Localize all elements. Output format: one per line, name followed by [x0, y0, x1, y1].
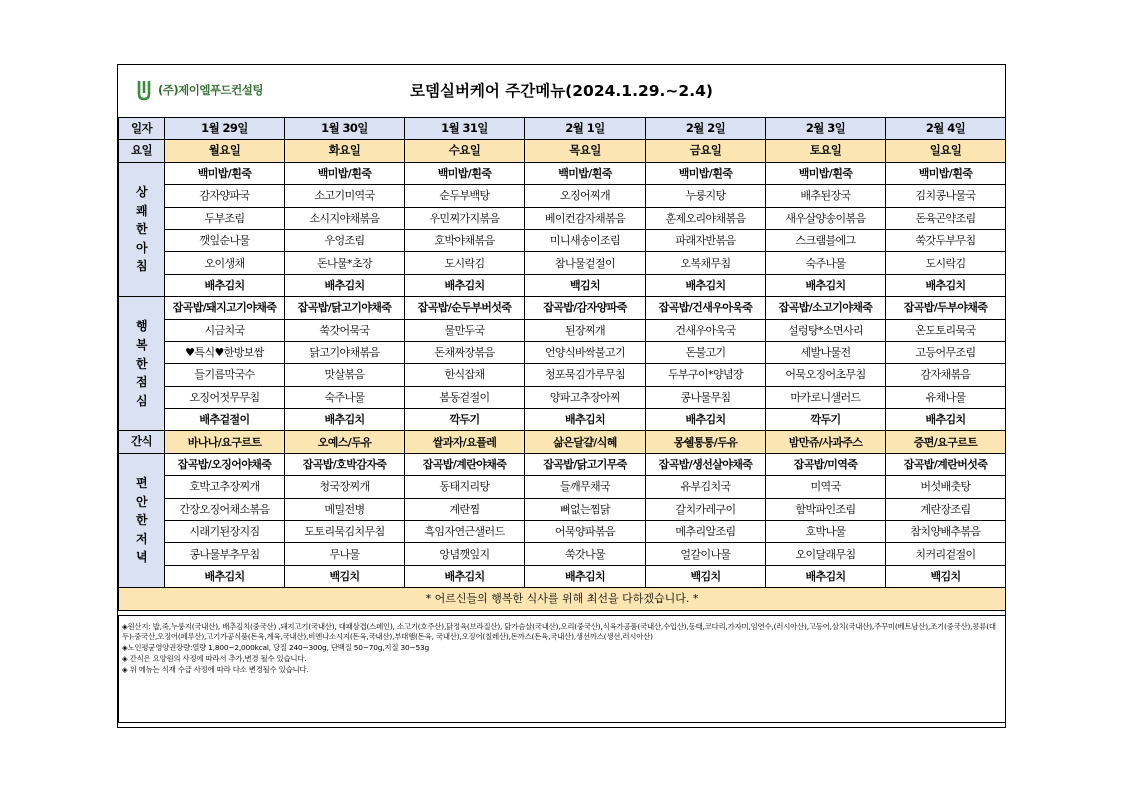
snack-item: 밤만쥬/사과주스: [766, 431, 886, 453]
menu-item: 어묵양파볶음: [525, 521, 646, 543]
menu-item: 미니새송이조림: [525, 229, 646, 251]
menu-item: 배추김치: [766, 274, 886, 296]
menu-item: 백김치: [886, 565, 1006, 587]
menu-item: 봄동겉절이: [405, 386, 525, 408]
menu-item: 돈육곤약조림: [886, 207, 1006, 229]
menu-item: 배추김치: [165, 274, 285, 296]
date-label: 일자: [119, 118, 165, 140]
notes: [119, 615, 1006, 722]
menu-item: 된장찌개: [525, 319, 646, 341]
menu-item: 오징어젓무무침: [165, 386, 285, 408]
dinner-row: [119, 498, 1006, 520]
menu-item: 들기름막국수: [165, 364, 285, 386]
menu-item: 감자채볶음: [886, 364, 1006, 386]
note-line: ◈ 위 메뉴는 식재 수급 사정에 따라 다소 변경될수 있습니다.: [122, 664, 309, 674]
header: [118, 65, 1005, 118]
menu-item: 돈나물*초장: [285, 252, 405, 274]
menu-item: 김치콩나물국: [886, 185, 1006, 207]
menu-item: 미역국: [766, 476, 886, 498]
menu-item: 잡곡밥/오징어야채죽: [165, 453, 285, 475]
menu-item: 유채나물: [886, 386, 1006, 408]
date-cell: 2월 2일: [646, 118, 766, 140]
menu-item: 배추김치: [646, 409, 766, 431]
menu-item: 배추된장국: [766, 185, 886, 207]
menu-item: 배추김치: [405, 565, 525, 587]
menu-item: 쑥갓나물: [525, 543, 646, 565]
menu-item: 마카로니샐러드: [766, 386, 886, 408]
menu-item: 콩나물무침: [646, 386, 766, 408]
menu-item: 감자양파국: [165, 185, 285, 207]
slogan-row: [119, 588, 1006, 610]
lunch-row: [119, 364, 1006, 386]
menu-item: 도시락김: [886, 252, 1006, 274]
day-cell: 월요일: [165, 140, 285, 162]
day-label: 요일: [119, 140, 165, 162]
day-cell: 화요일: [285, 140, 405, 162]
menu-item: 물만두국: [405, 319, 525, 341]
breakfast-row: [119, 252, 1006, 274]
menu-item: 배추김치: [886, 274, 1006, 296]
menu-item: 잡곡밥/계란버섯죽: [886, 453, 1006, 475]
menu-item: 호박나물: [766, 521, 886, 543]
snack-label: 간식: [119, 431, 165, 453]
menu-item: 메밀전병: [285, 498, 405, 520]
day-cell: 일요일: [886, 140, 1006, 162]
menu-item: 잡곡밥/계란야채죽: [405, 453, 525, 475]
menu-item: 들깨무채국: [525, 476, 646, 498]
menu-item: 온도토리묵국: [886, 319, 1006, 341]
menu-item: 고등어무조림: [886, 341, 1006, 363]
snack-row: [119, 431, 1006, 453]
snack-item: 몽쉘통통/두유: [646, 431, 766, 453]
menu-item: 오이생채: [165, 252, 285, 274]
menu-item: 스크램블에그: [766, 229, 886, 251]
menu-item: 백미밥/흰죽: [646, 162, 766, 184]
menu-item: 양파고추장아찌: [525, 386, 646, 408]
menu-item: ♥특식♥한방보쌈: [165, 341, 285, 363]
menu-item: 잡곡밥/닭고기무죽: [525, 453, 646, 475]
menu-item: 잡곡밥/닭고기야채죽: [285, 297, 405, 319]
snack-item: 쌀과자/요플레: [405, 431, 525, 453]
menu-item: 백미밥/흰죽: [766, 162, 886, 184]
menu-item: 호박고추장찌개: [165, 476, 285, 498]
day-cell: 금요일: [646, 140, 766, 162]
menu-item: 쑥갓어묵국: [285, 319, 405, 341]
date-row: [119, 118, 1006, 140]
dinner-label: 편 안 한 저 녁: [119, 453, 165, 587]
day-cell: 토요일: [766, 140, 886, 162]
menu-item: 백미밥/흰죽: [886, 162, 1006, 184]
menu-item: 흑임자연근샐러드: [405, 521, 525, 543]
menu-item: 도시락김: [405, 252, 525, 274]
menu-item: 콩나물부추무침: [165, 543, 285, 565]
lunch-row: [119, 319, 1006, 341]
menu-item: 배추김치: [405, 274, 525, 296]
menu-item: 순두부백탕: [405, 185, 525, 207]
menu-item: 치커리겉절이: [886, 543, 1006, 565]
menu-item: 잡곡밥/순두부버섯죽: [405, 297, 525, 319]
menu-item: 시금치국: [165, 319, 285, 341]
menu-item: 호박야채볶음: [405, 229, 525, 251]
note-line: ◈ 간식은 요양원의 사정에 따라서 추가,변경 될수 있습니다.: [122, 653, 307, 663]
menu-item: 계란장조림: [886, 498, 1006, 520]
menu-item: 배추김치: [646, 274, 766, 296]
menu-item: 우민찌가지볶음: [405, 207, 525, 229]
menu-item: 무나물: [285, 543, 405, 565]
menu-item: 백미밥/흰죽: [285, 162, 405, 184]
breakfast-label: 상 쾌 한 아 침: [119, 162, 165, 296]
menu-item: 세발나물전: [766, 341, 886, 363]
snack-item: 바나나/요구르트: [165, 431, 285, 453]
menu-item: 잡곡밥/호박감자죽: [285, 453, 405, 475]
menu-item: 백김치: [646, 565, 766, 587]
menu-item: 어묵오징어초무침: [766, 364, 886, 386]
menu-item: 돈채짜장볶음: [405, 341, 525, 363]
menu-item: 청국장찌개: [285, 476, 405, 498]
menu-item: 백미밥/흰죽: [525, 162, 646, 184]
menu-item: 배추김치: [766, 565, 886, 587]
menu-item: 참나물겉절이: [525, 252, 646, 274]
menu-item: 배추김치: [285, 274, 405, 296]
menu-item: 두부조림: [165, 207, 285, 229]
breakfast-row: [119, 229, 1006, 251]
menu-item: 뼈없는찜닭: [525, 498, 646, 520]
notes-row: [119, 615, 1006, 722]
menu-item: 숙주나물: [285, 386, 405, 408]
day-row: [119, 140, 1006, 162]
menu-item: 백김치: [285, 565, 405, 587]
menu-sheet: [117, 64, 1006, 728]
menu-item: 소고기미역국: [285, 185, 405, 207]
menu-item: 잡곡밥/돼지고기야채죽: [165, 297, 285, 319]
menu-item: 깍두기: [405, 409, 525, 431]
weekly-menu-table: [118, 117, 1006, 723]
menu-item: 시래기된장지짐: [165, 521, 285, 543]
menu-item: 배추김치: [165, 565, 285, 587]
lunch-row: [119, 297, 1006, 319]
menu-item: 파래자반볶음: [646, 229, 766, 251]
menu-item: 잡곡밥/두부야채죽: [886, 297, 1006, 319]
breakfast-row: [119, 207, 1006, 229]
menu-item: 언양식바싹불고기: [525, 341, 646, 363]
date-cell: 1월 29일: [165, 118, 285, 140]
menu-item: 깻잎순나물: [165, 229, 285, 251]
menu-item: 오이달래무침: [766, 543, 886, 565]
date-cell: 1월 30일: [285, 118, 405, 140]
date-cell: 2월 3일: [766, 118, 886, 140]
menu-item: 갈치카레구이: [646, 498, 766, 520]
menu-item: 함박파인조림: [766, 498, 886, 520]
menu-item: 배추겉절이: [165, 409, 285, 431]
menu-item: 계란찜: [405, 498, 525, 520]
menu-item: 한식잡채: [405, 364, 525, 386]
menu-item: 잡곡밥/감자양파죽: [525, 297, 646, 319]
menu-item: 백미밥/흰죽: [405, 162, 525, 184]
menu-item: 유부김치국: [646, 476, 766, 498]
dinner-row: [119, 565, 1006, 587]
note-line: ◈노인평균영양권장량:열량 1,800~2,000kcal, 당질 240~300g, 단백질 50~70g,지질 30~53g: [122, 643, 429, 653]
menu-item: 우엉조림: [285, 229, 405, 251]
menu-item: 베이컨감자채볶음: [525, 207, 646, 229]
snack-item: 오예스/두유: [285, 431, 405, 453]
menu-item: 백미밥/흰죽: [165, 162, 285, 184]
menu-item: 누룽지탕: [646, 185, 766, 207]
menu-item: 새우살양송이볶음: [766, 207, 886, 229]
menu-item: 도토리묵김치무침: [285, 521, 405, 543]
menu-item: 배추김치: [285, 409, 405, 431]
page-title: 로뎀실버케어 주간메뉴(2024.1.29.~2.4): [410, 82, 713, 100]
menu-item: 두부구이*양념장: [646, 364, 766, 386]
menu-item: 잡곡밥/미역죽: [766, 453, 886, 475]
snack-item: 증편/요구르트: [886, 431, 1006, 453]
dinner-row: [119, 543, 1006, 565]
menu-item: 쑥갓두부무침: [886, 229, 1006, 251]
menu-item: 버섯배춧탕: [886, 476, 1006, 498]
day-cell: 수요일: [405, 140, 525, 162]
menu-item: 백김치: [525, 274, 646, 296]
breakfast-row: [119, 162, 1006, 184]
date-cell: 1월 31일: [405, 118, 525, 140]
dinner-row: [119, 476, 1006, 498]
menu-item: 간장오징어채소볶음: [165, 498, 285, 520]
menu-item: 잡곡밥/건새우아욱죽: [646, 297, 766, 319]
breakfast-row: [119, 274, 1006, 296]
menu-item: 메추리알조림: [646, 521, 766, 543]
menu-item: 설렁탕*소면사리: [766, 319, 886, 341]
menu-item: 훈제오리야채볶음: [646, 207, 766, 229]
slogan: * 어르신들의 행복한 식사를 위해 최선을 다하겠습니다. *: [119, 588, 1006, 610]
menu-item: 맛살볶음: [285, 364, 405, 386]
company-name: (주)제이엘푸드컨설팅: [158, 83, 263, 97]
menu-item: 잡곡밥/소고기야채죽: [766, 297, 886, 319]
menu-item: 참치양배추볶음: [886, 521, 1006, 543]
dinner-row: [119, 521, 1006, 543]
menu-item: 배추김치: [886, 409, 1006, 431]
menu-item: 오복채무침: [646, 252, 766, 274]
note-line: ◈원산지: 밥,죽,누룽지(국내산), 배추김치(중국산) ,돼지고기(국내산), 대패삼겹(스페인), 소고기(호주산),닭정육(브라질산), 닭가슴살(국내산),오리(중국산),식육가공품(국내산,수입산),동태,코다리,가자미,임연수,(러시아산),고등어,삼치(국내산),주꾸미(베트남산),조기(중국산),콩류(대두)-중국산,오징어(페루산),고기가공식품(돈육,계육,국내산),비엔나소시지(돈육,국내산),부대햄(돈육, 국내산),오징어(칠레산),돈까스(돈육,국내산),생선까스(생선,러시아산): [122, 621, 996, 642]
menu-item: 닭고기야채볶음: [285, 341, 405, 363]
menu-item: 앙념깻잎지: [405, 543, 525, 565]
lunch-row: [119, 386, 1006, 408]
menu-item: 깍두기: [766, 409, 886, 431]
menu-item: 배추김치: [525, 565, 646, 587]
menu-item: 오징어찌개: [525, 185, 646, 207]
date-cell: 2월 4일: [886, 118, 1006, 140]
dinner-row: [119, 453, 1006, 475]
snack-item: 삶은달걀/식혜: [525, 431, 646, 453]
date-cell: 2월 1일: [525, 118, 646, 140]
lunch-label: 행 복 한 점 심: [119, 297, 165, 431]
breakfast-row: [119, 185, 1006, 207]
menu-item: 배추김치: [525, 409, 646, 431]
menu-item: 동태지리탕: [405, 476, 525, 498]
menu-item: 얼갈이나물: [646, 543, 766, 565]
day-cell: 목요일: [525, 140, 646, 162]
lunch-row: [119, 341, 1006, 363]
menu-item: 건새우아욱국: [646, 319, 766, 341]
lunch-row: [119, 409, 1006, 431]
menu-item: 청포묵김가루무침: [525, 364, 646, 386]
menu-item: 잡곡밥/생선살야채죽: [646, 453, 766, 475]
menu-item: 소시지야채볶음: [285, 207, 405, 229]
menu-item: 돈불고기: [646, 341, 766, 363]
menu-item: 숙주나물: [766, 252, 886, 274]
